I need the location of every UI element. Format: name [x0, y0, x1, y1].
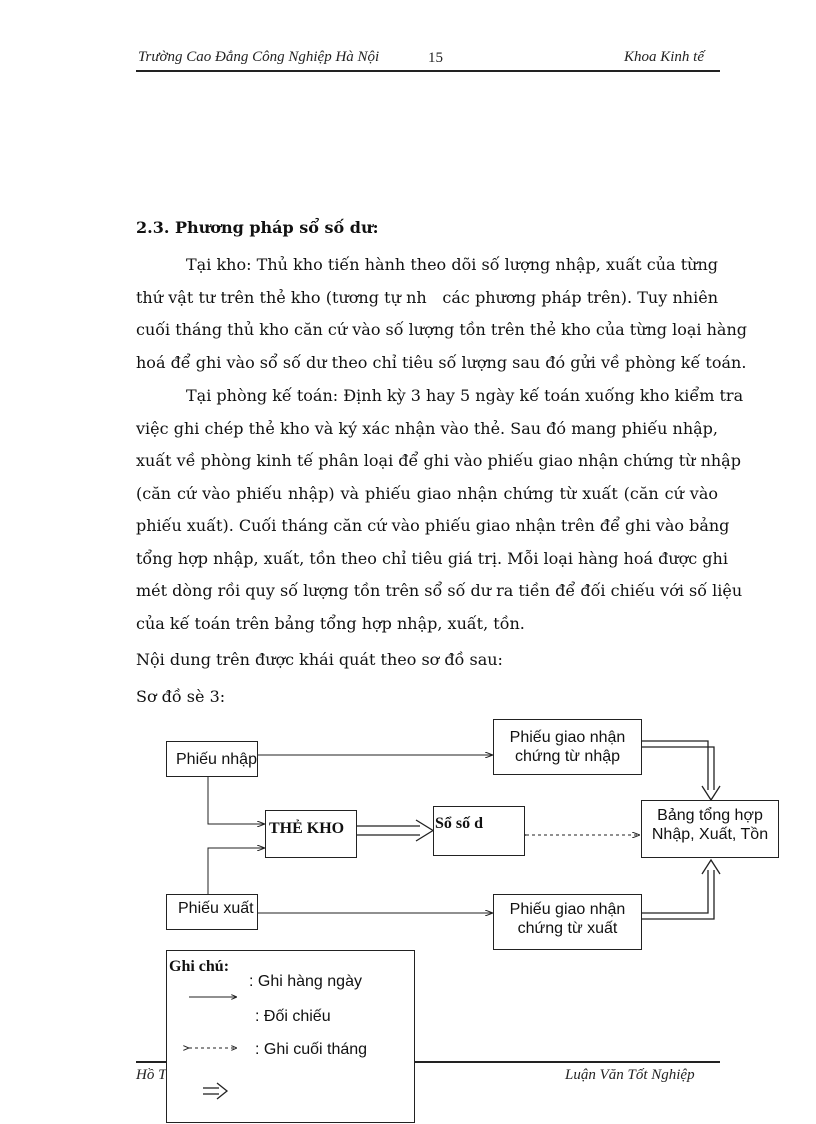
- legend-box: [166, 950, 415, 1123]
- paragraph-line: cuối tháng thủ kho căn cứ vào số lượng tồn trên thẻ kho của từng loại hàng: [136, 320, 748, 339]
- paragraph-line: của kế toán trên bảng tổng hợp nhập, xuất, tồn.: [136, 613, 525, 633]
- footer-right: Luận Văn Tốt Nghiệp: [565, 1067, 695, 1083]
- legend-title: Ghi chú:: [169, 958, 230, 975]
- legend-month-end-label: : Ghi cuối tháng: [255, 1041, 368, 1058]
- legend-daily-label: : Ghi hàng ngày: [249, 973, 362, 990]
- paragraph-line: mét dòng rồi quy số lượng tồn trên sổ số dư ra tiền để đối chiếu với số liệu: [136, 581, 743, 600]
- paragraph-line: hoá để ghi vào sổ số dư theo chỉ tiêu số lượng sau đó gửi về phòng kế toán.: [136, 352, 747, 372]
- box-giao-nhan-nhap: Phiếu giao nhận chứng từ nhập: [493, 719, 642, 775]
- header-department: Khoa Kinh tế: [624, 49, 705, 65]
- paragraph-line: xuất về phòng kinh tế phân loại để ghi vào phiếu giao nhận chứng từ nhập: [136, 451, 741, 470]
- header-page-number: 15: [428, 50, 443, 66]
- box-giao-nhan-xuat: Phiếu giao nhận chứng từ xuất: [493, 894, 642, 950]
- paragraph-line: thứ vật tư trên thẻ kho (tương tự nh các phương pháp trên). Tuy nhiên: [136, 287, 718, 307]
- legend-symbols: [167, 951, 416, 1124]
- paragraph-line: tổng hợp nhập, xuất, tồn theo chỉ tiêu giá trị. Mỗi loại hàng hoá được ghi: [136, 548, 728, 568]
- box-the-kho: THẺ KHO: [265, 810, 357, 858]
- paragraph-line: (căn cứ vào phiếu nhập) và phiếu giao nhận chứng từ xuất (căn cứ vào: [136, 483, 718, 503]
- box-phieu-nhap: Phiếu nhập: [166, 741, 258, 777]
- header-school: Trường Cao Đẳng Công Nghiệp Hà Nội: [138, 49, 380, 65]
- section-title: 2.3. Phương pháp sổ số dư:: [136, 218, 379, 237]
- box-bang-tong-hop: Bảng tổng hợp Nhập, Xuất, Tồn: [641, 800, 779, 858]
- summary-line: Nội dung trên được khái quát theo sơ đồ sau:: [136, 650, 503, 669]
- diagram-label: Sơ đồ sè 3:: [136, 687, 226, 706]
- paragraph-line: Tại kho: Thủ kho tiến hành theo dõi số lượng nhập, xuất của từng: [186, 255, 718, 274]
- legend-reconcile-label: : Đối chiếu: [255, 1008, 331, 1025]
- box-phieu-xuat: Phiếu xuất: [166, 894, 258, 930]
- footer-left: Hồ T: [136, 1067, 167, 1083]
- paragraph-line: Tại phòng kế toán: Định kỳ 3 hay 5 ngày kế toán xuống kho kiểm tra: [186, 386, 744, 405]
- box-so-so-du: Sổ số d: [433, 806, 525, 856]
- paragraph-line: phiếu xuất). Cuối tháng căn cứ vào phiếu giao nhận trên để ghi vào bảng: [136, 516, 730, 535]
- paragraph-line: việc ghi chép thẻ kho và ký xác nhận vào thẻ. Sau đó mang phiếu nhập,: [136, 418, 718, 438]
